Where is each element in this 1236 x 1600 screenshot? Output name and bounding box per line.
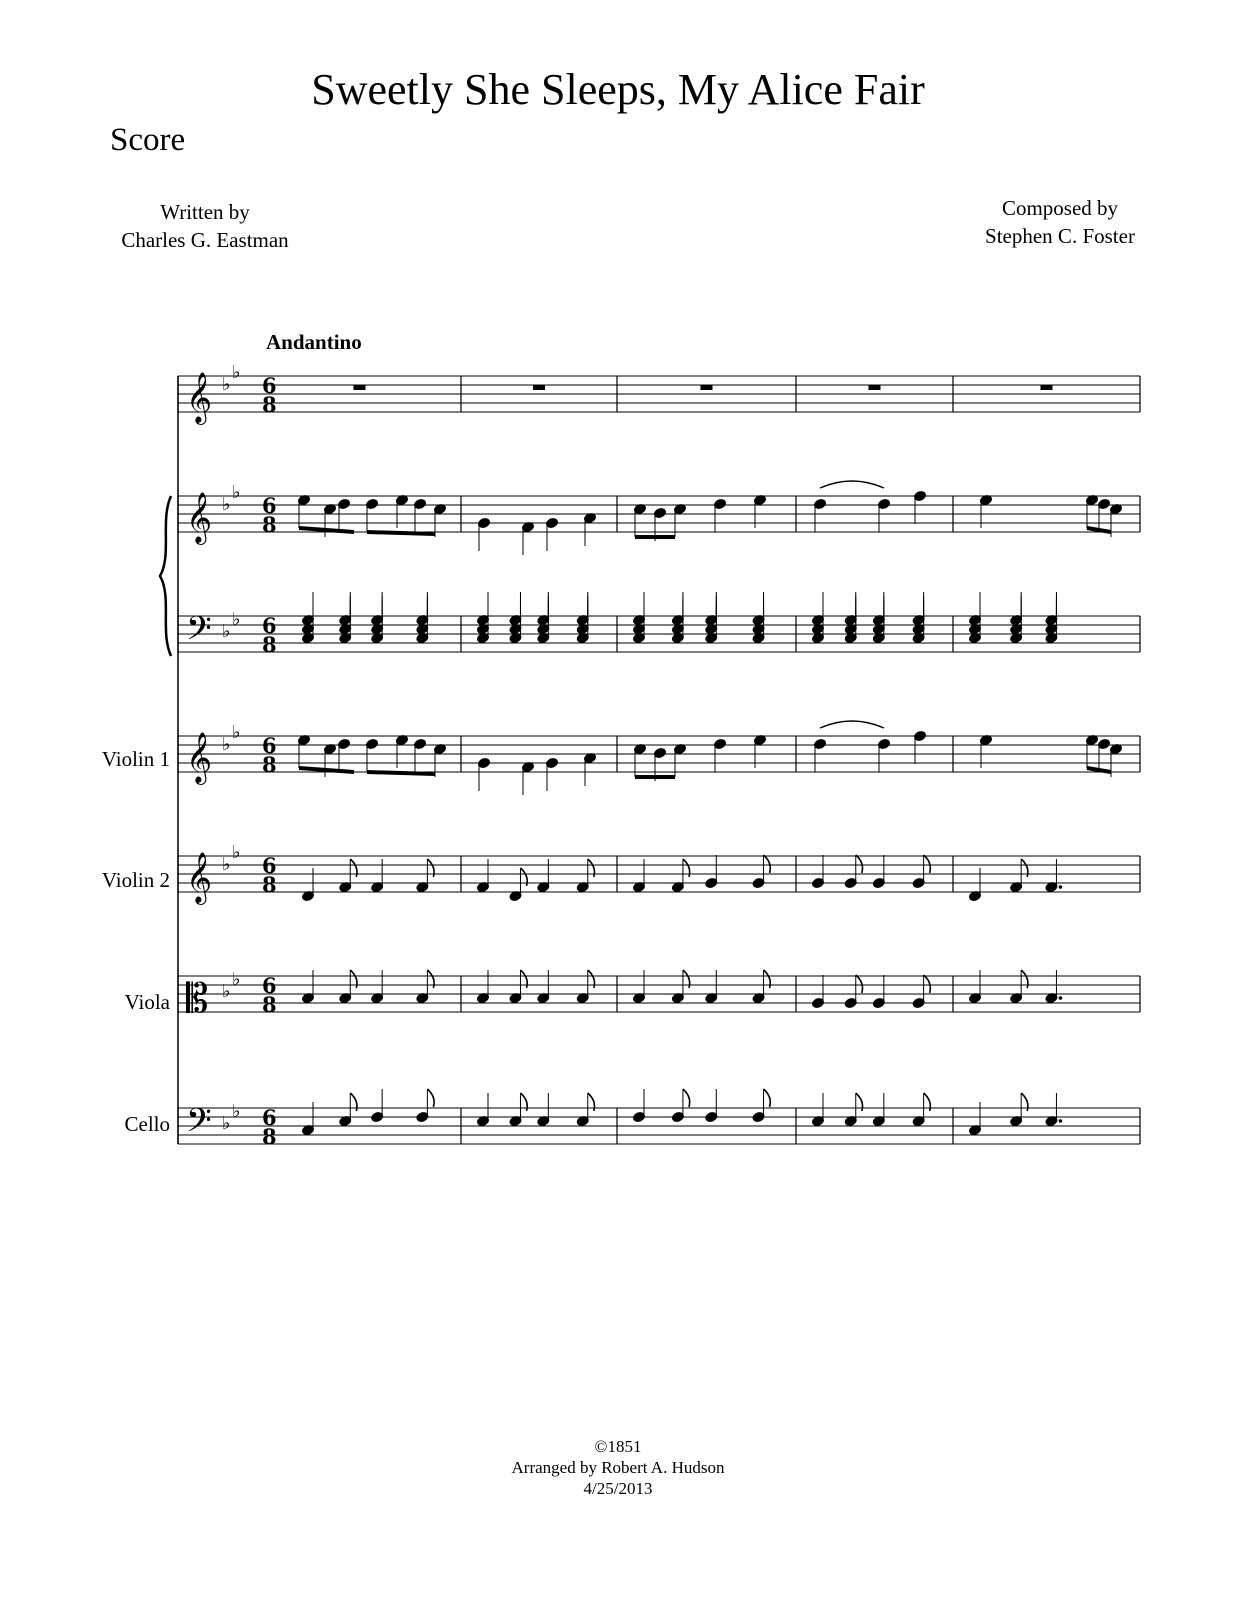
tie — [820, 721, 884, 728]
whole-rest-icon — [1041, 385, 1053, 390]
whole-rest-icon — [533, 385, 545, 390]
time-signature-denominator: 8 — [262, 512, 277, 537]
treble-clef-icon: 𝄞 — [186, 372, 213, 423]
note-dot — [1059, 996, 1063, 1000]
beam — [299, 768, 354, 772]
whole-rest-icon — [354, 385, 366, 390]
bass-clef-icon: 𝄢 — [186, 1102, 212, 1148]
treble-clef-icon: 𝄞 — [186, 732, 213, 783]
note-flag — [764, 855, 771, 873]
composer-name: Stephen C. Foster — [985, 224, 1135, 248]
instrument-label-violin-1: Violin 1 — [101, 747, 170, 771]
note-flag — [683, 1089, 690, 1107]
tempo-marking: Andantino — [266, 330, 362, 354]
beam — [367, 532, 435, 534]
flat-icon: ♭ — [232, 842, 241, 863]
time-signature-denominator: 8 — [262, 752, 277, 777]
flat-icon: ♭ — [222, 374, 231, 395]
tie — [820, 481, 884, 488]
arranger-credit: Arranged by Robert A. Hudson — [511, 1458, 725, 1477]
copyright-text: ©1851 — [594, 1437, 642, 1456]
flat-icon: ♭ — [232, 362, 241, 383]
instrument-label-viola: Viola — [124, 990, 170, 1014]
piano-brace — [160, 496, 171, 656]
whole-rest-icon — [869, 385, 881, 390]
time-signature-denominator: 8 — [262, 872, 277, 897]
time-signature-denominator: 8 — [262, 992, 277, 1017]
time-signature-denominator: 8 — [262, 632, 277, 657]
staff-system — [160, 362, 1140, 1149]
bass-clef-icon: 𝄢 — [186, 610, 212, 656]
note-flag — [764, 1089, 771, 1107]
flat-icon: ♭ — [232, 482, 241, 503]
beam — [367, 772, 435, 774]
flat-icon: ♭ — [222, 981, 231, 1002]
instrument-label-violin-2: Violin 2 — [101, 868, 170, 892]
flat-icon: ♭ — [222, 494, 231, 515]
time-signature-denominator: 8 — [262, 392, 277, 417]
note-flag — [924, 975, 931, 993]
lyricist-label: Written by — [160, 200, 250, 224]
flat-icon: ♭ — [232, 609, 241, 630]
arrangement-date: 4/25/2013 — [583, 1479, 653, 1498]
flat-icon: ♭ — [232, 722, 241, 743]
footer — [0, 1436, 1236, 1499]
time-signature-numerator: 6 — [262, 493, 277, 518]
score-subtitle: Score — [110, 122, 186, 158]
flat-icon: ♭ — [222, 621, 231, 642]
time-signature-numerator: 6 — [262, 853, 277, 878]
note-dot — [1059, 1119, 1063, 1123]
note-flag — [427, 1089, 434, 1107]
note-flag — [924, 855, 931, 873]
note-flag — [856, 975, 863, 993]
time-signature-numerator: 6 — [262, 613, 277, 638]
note-flag — [856, 855, 863, 873]
time-signature-denominator: 8 — [262, 1124, 277, 1149]
lyricist-name: Charles G. Eastman — [121, 228, 289, 252]
flat-icon: ♭ — [222, 854, 231, 875]
flat-icon: ♭ — [232, 969, 241, 990]
beam — [1087, 528, 1111, 532]
instrument-label-cello: Cello — [124, 1112, 170, 1136]
beam — [1087, 768, 1111, 772]
score-title: Sweetly She Sleeps, My Alice Fair — [311, 65, 925, 114]
time-signature-numerator: 6 — [262, 373, 277, 398]
whole-rest-icon — [701, 385, 713, 390]
note-dot — [1059, 885, 1063, 889]
composer-label: Composed by — [1001, 196, 1119, 220]
time-signature-numerator: 6 — [262, 973, 277, 998]
treble-clef-icon: 𝄞 — [186, 852, 213, 903]
flat-icon: ♭ — [222, 734, 231, 755]
flat-icon: ♭ — [222, 1113, 231, 1134]
flat-icon: ♭ — [232, 1101, 241, 1122]
treble-clef-icon: 𝄞 — [186, 492, 213, 543]
beam — [299, 528, 354, 532]
alto-clef-icon: 𝄡 — [186, 976, 209, 1022]
time-signature-numerator: 6 — [262, 733, 277, 758]
time-signature-numerator: 6 — [262, 1105, 277, 1130]
